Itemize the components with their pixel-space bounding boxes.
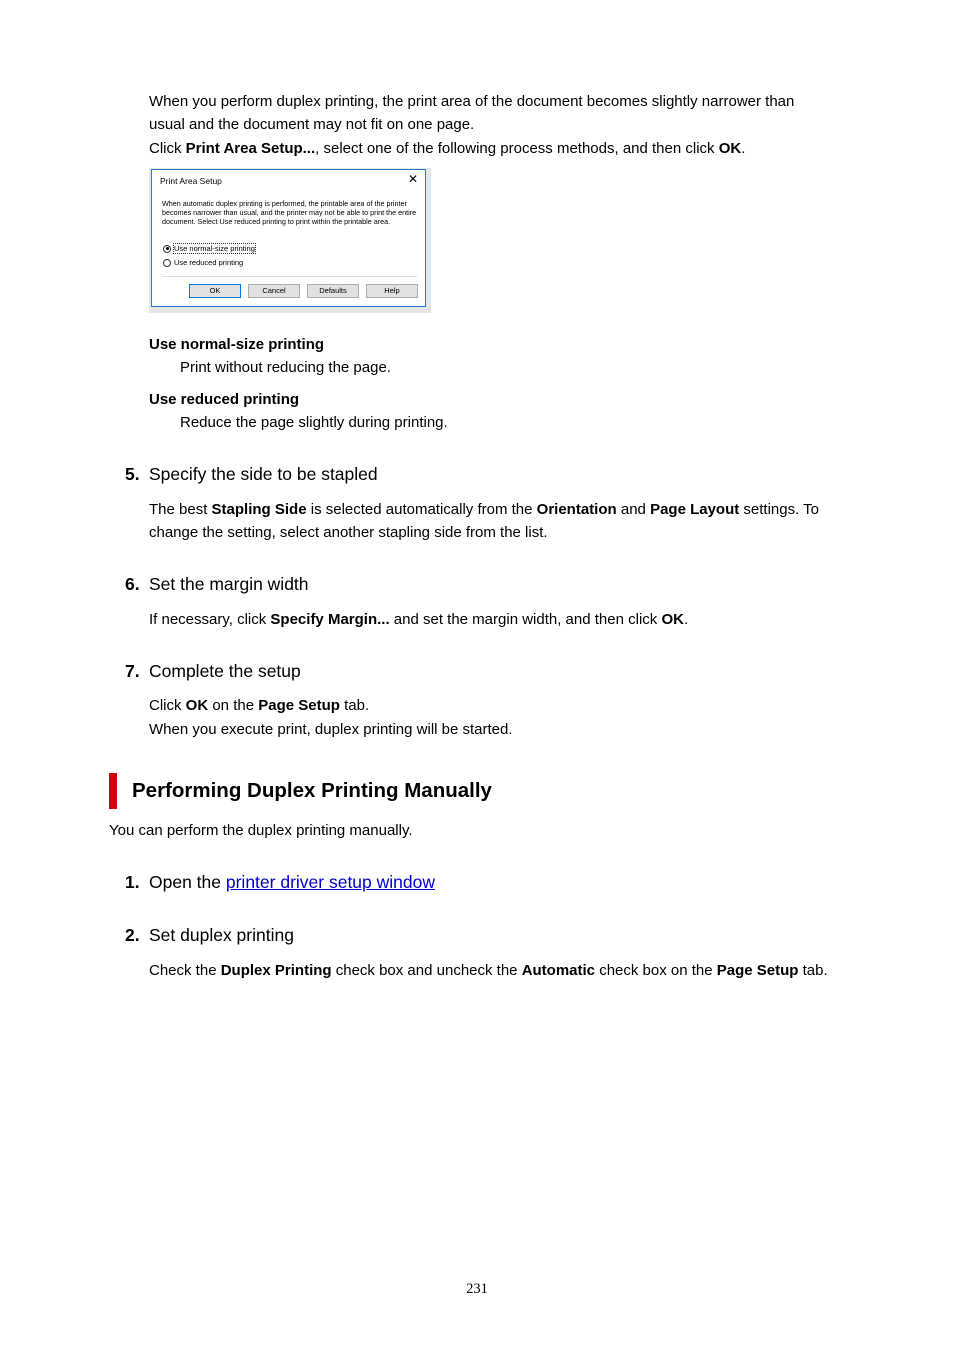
defaults-button[interactable]: Defaults <box>307 284 359 298</box>
step-number: 5. <box>125 464 140 484</box>
bold-term: Page Setup <box>716 962 799 979</box>
step-5-text-2: change the setting, select another stapling side from the list. <box>149 524 548 541</box>
bold-term: Page Setup <box>258 697 340 714</box>
text: If necessary, click <box>149 611 271 628</box>
text: Check the <box>149 962 221 979</box>
text: , select one of the following process methods, and then click <box>315 140 719 157</box>
step-number: 2. <box>125 925 140 945</box>
text: check box and uncheck the <box>331 962 522 979</box>
bold-term: Print Area Setup... <box>185 140 316 157</box>
text: check box on the <box>595 962 717 979</box>
ok-button[interactable]: OK <box>189 284 241 298</box>
step-number: 7. <box>125 661 140 681</box>
page-number: 231 <box>466 1281 488 1297</box>
help-button[interactable]: Help <box>366 284 418 298</box>
manual-step-2-heading <box>125 924 294 946</box>
step-7-heading <box>125 660 301 682</box>
step-title: Complete the setup <box>149 661 301 681</box>
intro-line-3 <box>149 137 745 161</box>
bold-term: Automatic <box>521 962 596 979</box>
close-icon[interactable]: ✕ <box>407 172 418 186</box>
print-area-setup-dialog <box>151 169 426 307</box>
step-title: Set duplex printing <box>149 925 294 945</box>
text: and <box>616 501 651 518</box>
heading-accent-bar <box>109 773 117 809</box>
intro-line-2: usual and the document may not fit on one page. <box>149 116 475 133</box>
bold-term: OK <box>185 697 209 714</box>
step-title: Set the margin width <box>149 574 309 594</box>
dialog-message: When automatic duplex printing is performed, the printable area of the printer becomes narrower than usual, and the printer may not be able to print the entire document. Select Use reduced printing to print within the printable area. <box>162 199 417 226</box>
radio-reduced[interactable] <box>163 258 243 267</box>
step-5-heading <box>125 463 378 485</box>
dialog-divider <box>162 276 417 277</box>
bold-term: Specify Margin... <box>270 611 390 628</box>
step-6-text <box>149 608 688 632</box>
step-6-heading <box>125 573 309 595</box>
bold-term: Page Layout <box>650 501 740 518</box>
option-term <box>149 333 324 357</box>
step-7-text-1 <box>149 694 369 718</box>
bold-term: Duplex Printing <box>220 962 332 979</box>
bold-term: Use reduced printing <box>149 391 300 408</box>
radio-normal-size[interactable] <box>163 244 255 253</box>
text: tab. <box>798 962 828 979</box>
step-title: Specify the side to be stapled <box>149 464 378 484</box>
text: on the <box>208 697 259 714</box>
section-title: Performing Duplex Printing Manually <box>132 779 492 802</box>
step-7-text-2: When you execute print, duplex printing will be started. <box>149 721 513 738</box>
radio-label: Use reduced printing <box>174 258 244 267</box>
bold-term: OK <box>718 140 742 157</box>
bold-term: Stapling Side <box>211 501 307 518</box>
text: Click <box>149 140 186 157</box>
text: Click <box>149 697 186 714</box>
bold-term: Use normal-size printing <box>149 336 325 353</box>
text: tab. <box>339 697 370 714</box>
text: . <box>683 611 689 628</box>
intro-line-1: When you perform duplex printing, the print area of the document becomes slightly narrower than <box>149 93 795 110</box>
manual-step-2-text <box>149 959 828 983</box>
step-title: Open the <box>149 872 226 892</box>
text: settings. To <box>739 501 820 518</box>
radio-unselected-icon[interactable] <box>163 259 171 267</box>
printer-driver-setup-link[interactable]: printer driver setup window <box>225 872 435 892</box>
text: . <box>741 140 746 157</box>
text: The best <box>149 501 212 518</box>
step-number: 1. <box>125 872 140 892</box>
text: and set the margin width, and then click <box>389 611 662 628</box>
text: is selected automatically from the <box>306 501 537 518</box>
bold-term: OK <box>661 611 684 628</box>
radio-label: Use normal-size printing <box>174 244 255 253</box>
dialog-title: Print Area Setup <box>160 176 222 186</box>
option-desc: Print without reducing the page. <box>180 359 391 376</box>
step-5-text-1 <box>149 498 819 522</box>
section-intro: You can perform the duplex printing manually. <box>109 822 413 839</box>
manual-step-1-heading <box>125 871 435 893</box>
bold-term: Orientation <box>536 501 617 518</box>
cancel-button[interactable]: Cancel <box>248 284 300 298</box>
step-number: 6. <box>125 574 140 594</box>
option-term <box>149 388 299 412</box>
section-heading <box>109 773 492 809</box>
radio-selected-icon[interactable] <box>163 245 171 253</box>
option-desc: Reduce the page slightly during printing. <box>180 414 448 431</box>
